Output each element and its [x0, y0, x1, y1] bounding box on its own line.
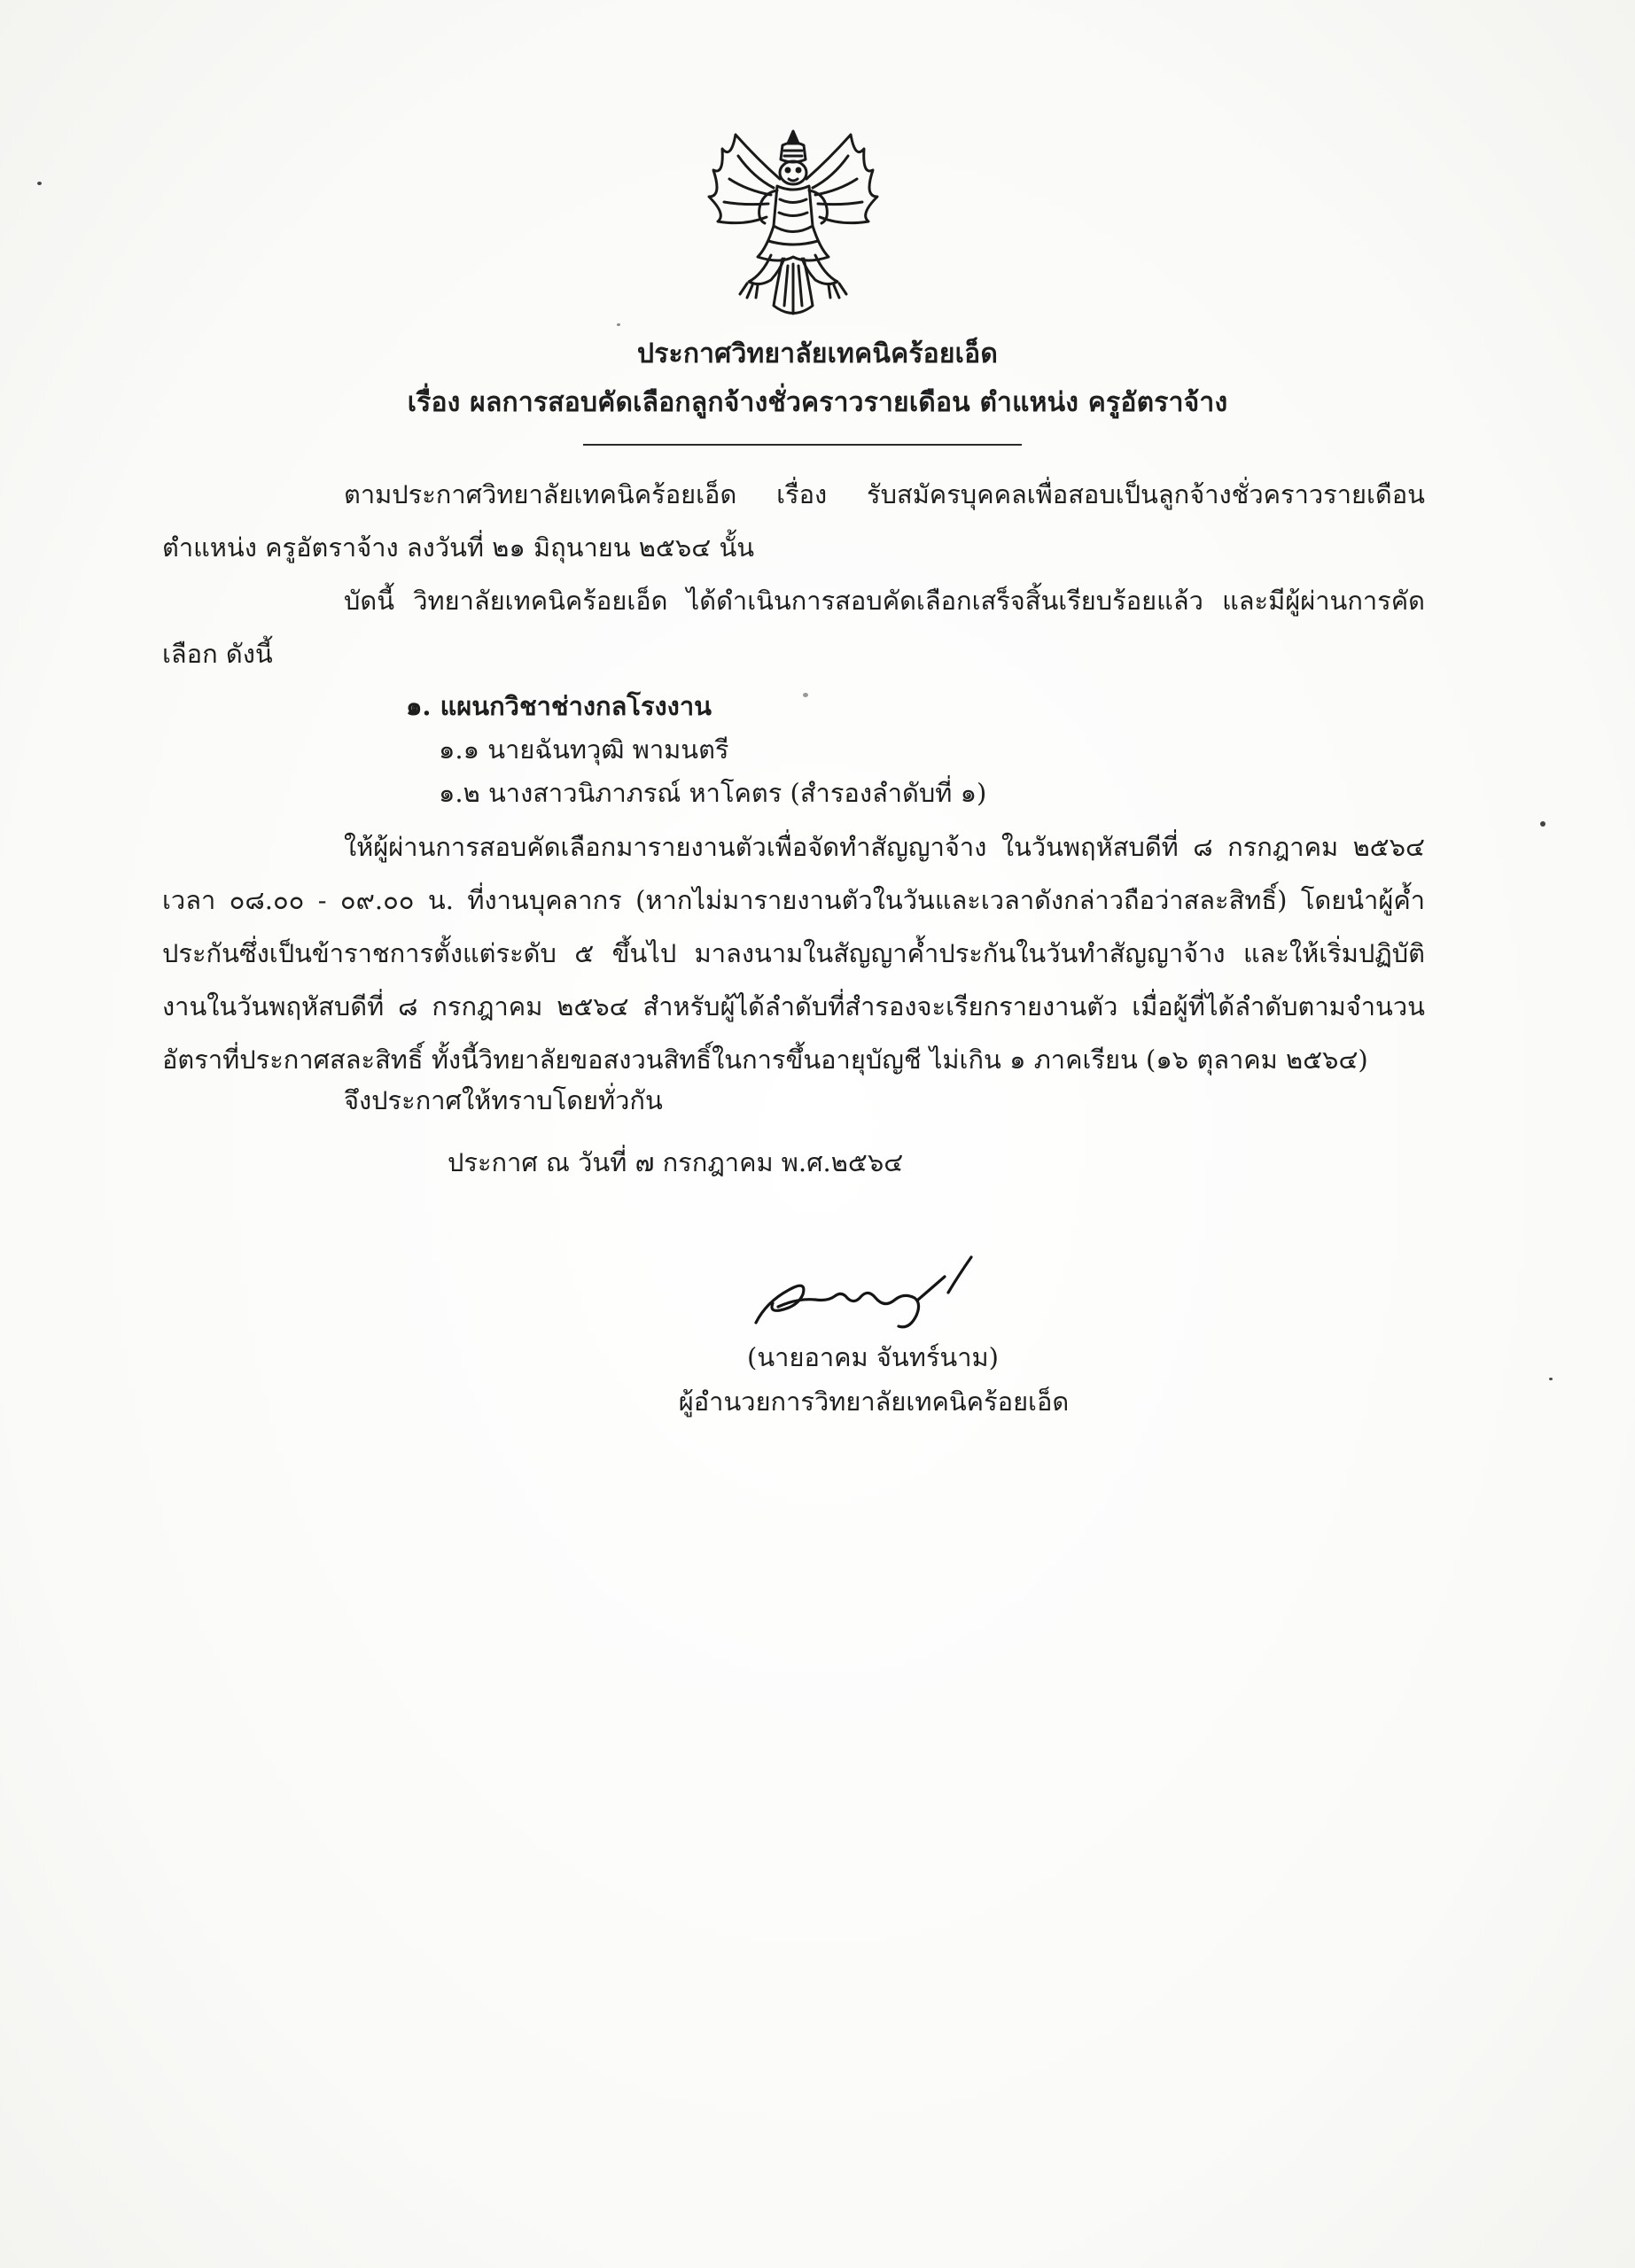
department-heading: ๑. แผนกวิชาช่างกลโรงงาน — [406, 691, 712, 721]
garuda-emblem-icon — [696, 124, 891, 323]
announcement-institution: ประกาศวิทยาลัยเทคนิคร้อยเอ็ด — [636, 338, 999, 369]
signatory-position: ผู้อำนวยการวิทยาลัยเทคนิคร้อยเอ็ด — [678, 1386, 1070, 1417]
paragraph-result: บัดนี้ วิทยาลัยเทคนิคร้อยเอ็ด ได้ดำเนินการสอบคัดเลือกเสร็จสิ้นเรียบร้อยแล้ว และมีผู้ผ่านการคัดเลือก ดังนี้ — [162, 586, 1425, 669]
signatory-name: (นายอาคม จันทร์นาม) — [747, 1342, 999, 1372]
handwritten-signature — [743, 1245, 991, 1342]
announcement-subject: เรื่อง ผลการสอบคัดเลือกลูกจ้างชั่วคราวรายเดือน ตำแหน่ง ครูอัตราจ้าง — [407, 387, 1228, 418]
scan-speck — [1540, 821, 1545, 827]
paragraph-instructions: ให้ผู้ผ่านการสอบคัดเลือกมารายงานตัวเพื่อจัดทำสัญญาจ้าง ในวันพฤหัสบดีที่ ๘ กรกฎาคม ๒๕๖๔ เวลา ๐๘.๐๐ - ๐๙.๐๐ น. ที่งานบุคลากร (หากไม่มารายงานตัวในวันและเวลาดังกล่าวถือว่าสละสิทธิ์) โดยนำผู้ค้ำประกันซึ่งเป็นข้าราชการตั้งแต่ระดับ ๕ ขึ้นไป มาลงนามในสัญญาค้ำประกันในวันทำสัญญาจ้าง และให้เริ่มปฏิบัติงานในวันพฤหัสบดีที่ ๘ กรกฎาคม ๒๕๖๔ สำหรับผู้ได้ลำดับที่สำรองจะเรียกรายงานตัว เมื่อผู้ที่ได้ลำดับตามจำนวนอัตราที่ประกาศสละสิทธิ์ ทั้งนี้วิทยาลัยขอสงวนสิทธิ์ในการขึ้นอายุบัญชี ไม่เกิน ๑ ภาคเรียน (๑๖ ตุลาคม ๒๕๖๔) — [162, 832, 1425, 1075]
scan-speck — [37, 182, 42, 185]
paragraph-intro: ตามประกาศวิทยาลัยเทคนิคร้อยเอ็ด เรื่อง รับสมัครบุคคลเพื่อสอบเป็นลูกจ้างชั่วคราวรายเดือน ตำแหน่ง ครูอัตราจ้าง ลงวันที่ ๒๑ มิถุนายน ๒๕๖๔ นั้น — [162, 479, 1425, 563]
candidate-item: ๑.๑ นายฉันทวุฒิ พามนตรี — [439, 734, 729, 765]
header-divider — [583, 444, 1022, 446]
candidate-item: ๑.๒ นางสาวนิภาภรณ์ หาโคตร (สำรองลำดับที่ ๑) — [439, 778, 987, 808]
announcement-date: ประกาศ ณ วันที่ ๗ กรกฎาคม พ.ศ.๒๕๖๔ — [448, 1147, 904, 1177]
closing-statement: จึงประกาศให้ทราบโดยทั่วกัน — [344, 1085, 663, 1115]
scan-speck — [803, 693, 808, 697]
scan-speck — [1549, 1378, 1553, 1380]
scan-speck — [617, 323, 620, 326]
